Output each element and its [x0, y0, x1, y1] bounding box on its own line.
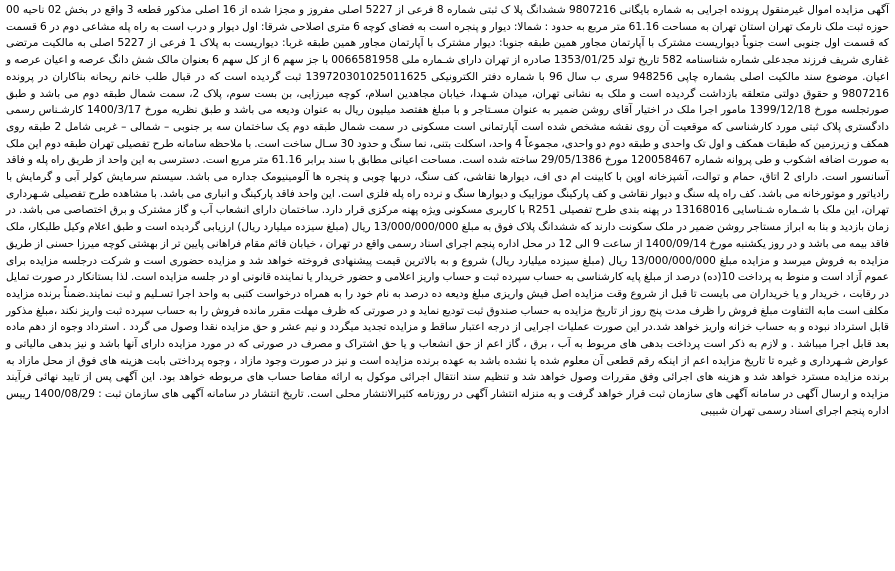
notice-body-text: آگهی مزایده اموال غیرمنقول پرونده اجرایی به شماره بایگانی 9807216 ششدانگ پلا ک ثبتی شماره 8 فرعی از 5227 اصلی مفروز و مجزا شده از 16 اصلی مذکور قطعه 3 واقع در بخش 02 ناحیه 00 حوزه ثبت ملک نارمک تهران استان تهران به مساحت 61.16 متر مربع به حدود : شمالا: دیوار و پنجره است به فضای کوچه 6 متری اصلاحی شرقا: اول دیوار و درب است به راه پله مشاعی دوم در 6 قسمت که قسمت اول جنوبی است جنوباً دیواریست مشترک با آپارتمان مجاور همین طبقه جنوبا: دیوار مشترک با آپارتمان مجاور همین طبقه غربا: دیواریست به پلاک 1 فرعی از 5227 اصلی به مالکیت مرتضی غفاری شریف فرزند مجدعلی شماره شناسنامه 582 تاریخ تولد 1353/01/25 صادره از تهران دارای شـماره ملی 0066581958 با جز سهم 6 از کل سهم 6 بعنوان مالک شش دانگ عرصه و اعیان عرصه و اعیان. موضوع سند مالکیت اصلی بشماره چاپی 948256 سری ب سال 96 با شماره دفتر الکترونیکی 139720301025011625 ثبت گردیده است که در قبال طلب خانم ریحانه بناکاران در پرونده 9807216 و حقوق دولتی متعلقه بازداشت گردیده است و ملک به نشانی تهران، میدان شـهدا، خیابان مجاهدین اسلام، کوچه میرزایی، بن بست سوم، پلاک 2، سمت شمال طبقه دوم می باشد و طبق صورتجلسه مورخ 1399/12/18 مامور اجرا ملک در اختیار آقای روشن ضمیر به عنوان مسـتاجر و با مبلغ هفتصد میلیون ریال به عنوان ودیعه می باشد و طبق نظریه مورخ 1400/3/17 کارشـناس رسمی دادگستری پلاک ثبتی مورد کارشناسی که موقعیت آن روی نقشه مشخص شده است آپارتمانی است مسکونی در سمت شمال طبقه دوم یک ساختمان سه بر جنوبی – شمالی – غربی شامل 2 طبقه روی همکف و زیرزمین که طبقات همکف و اول تک واحدی و طبقه دوم دو واحدی، مجموعاً 4 واحد، اسکلت بتنی، نما سنگ و حدود 30 سـال ساخت است. با ملاحظه سامانه طرح تفصیلی تهران طبقه دوم این ملک به صورت اضافه اشکوب و طی پروانه شماره 120058467 مورخ 29/05/1386 ساخته شده است. مساحت اعیانی مطابق با سند برابر 61.16 متر مربع است. دسترسی به این واحد از طریق راه پله و فاقد آسانسور است. دارای 2 اتاق، حمام و توالت، آشپزخانه اوپن با کابینت ام دی اف، دیوارها نقاشی، کف سنگ، دربها چوبی و پنجره ها آلومینیومک جداره می باشد. سیستم سرمایش کولر آبی و گرمایش با رادیاتور و موتورخانه می باشد. کف راه پله سنگ و دیوار نقاشی و کف پارکینگ موزاییک و دیوارها سنگ و نرده راه پله فلزی است. این واحد فاقد پارکینگ و انباری می باشد. با مشاهده طرح تفصیلی شـهرداری تهران، این ملک با شـماره شـناسایی 13168016 در پهنه بندی طرح تفصیلی R251 با کاربری مسکونی ویژه پهنه مرکزی قرار دارد. ساختمان دارای انشعاب آب و گاز مشترک و برق اختصاصی می باشد. در زمان بازدید و بنا به ابراز مستاجر روشن ضمیر در ملک سکونت دارند که ششدانگ پلاک فوق به مبلغ 13/000/000/000 ریال (مبلغ سیزده میلیارد ریال) ارزیابی گردیده است و طبق اعلام وکیل طلبکار، ملک فاقد بیمه می باشد و در روز یکشنبه مورخ 1400/09/14 از ساعت 9 الی 12 در محل اداره پنجم اجرای اسناد رسمی واقع در تهران ، خیابان قائم مقام فراهانی پایین تر از بهشتی کوچه میرزا حسنی از طریق مزایده به فروش میرسد و مزایده مبلغ 13/000/000/000 ریال (مبلغ سیزده میلیارد ریال) شروع و به بالاترین قیمت پیشنهادی فروخته خواهد شد و مزایده حضوری است و شرکت درجلسه مزایده برای عموم آزاد است و منوط به پرداخت 10(ده) درصد از مبلغ پایه کارشناسی به حساب سپرده ثبت و حساب واریز اعلامی و حضور خریدار یا نماینده قانونی او در جلسه مزایده است. لذا بستانکار در صورت تمایل در رقابت ، خریدار و یا خریداران می بایست تا قبل از شروع وقت مزایده اصل فیش واریزی مبلغ ودیعه ده درصد به نام خود را به همراه درخواست کتبی به واحد اجرا تسـلیم و ثبت نمایند.ضمناً برنده مزایده مکلف است مابه التفاوت مبلغ فروش را ظرف مدت پنج روز از تاریخ مزایده به حساب صندوق ثبت تودیع نماید و در صورتی که ظرف مهلت مقرر مانده فروش را به حساب سپرده ثبت واریز نکند ،مبلغ مذکور قابل استرداد نبوده و به حساب خزانه واریز خواهد شد.در این صورت عملیات اجرایی از درجه اعتبار ساقط و مزایده تجدید میگردد و نیم عشر و حق مزایده نقدا وصول می گردد . استرداد وجوه از دهم ماده بعد قابل اجرا میباشد . و لازم به ذکر است پرداخت بدهی های مربوط به آب ، برق ، گاز اعم از حق انشعاب و یا حق اشتراک و مصرف در صورتی که در مورد مزایده دارای آنها باشد و نیز بدهی مالیاتی و عوارض شـهرداری و غیره تا تاریخ مزایده اعم از اینکه رقم قطعی آن معلوم شده یا نشده باشد به عهده برنده مزایده است و نیز در صورت وجود مازاد ، وجوه پرداختی بابت هزینه های فوق از محل مازاد به برنده مزایده مسترد خواهد شد و هزینه های اجرائی وفق مقررات وصول خواهد شد و تنظیم سند انتقال اجرائی موکول به ارائه مفاصا حساب های مربوطه خواهد بود. این آگهی پس از تایید نهائی فرآیند مزایده و ارسال آگهی در سامانه آگهی های سازمان ثبت قرار خواهد گرفت و به منزله انتشار آگهی در روزنامه کثیرالانتشار محلی است. تاریخ انتشار در سامانه آگهی های سازمان ثبت : 1400/08/29 رییس اداره پنجم اجرای اسناد رسمی تهران شبیبی: [6, 4, 890, 417]
